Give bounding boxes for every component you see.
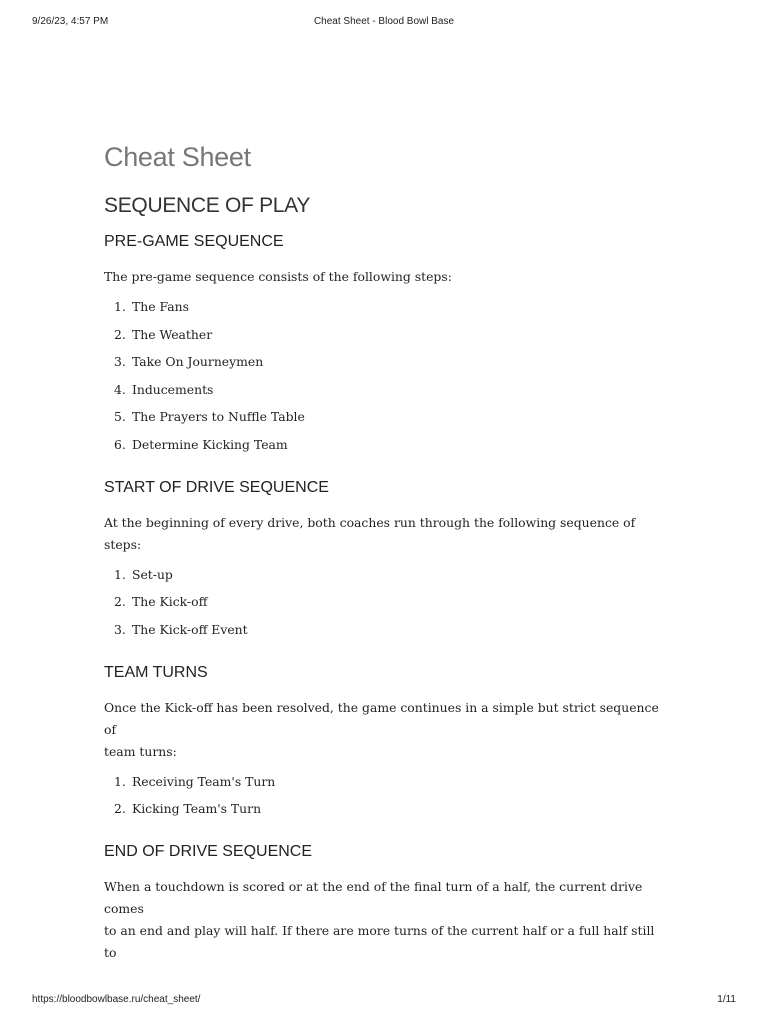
list-item: 2. Kicking Team's Turn — [114, 801, 262, 816]
team-turns-section — [104, 662, 664, 820]
end-drive-intro-line2: to an end and play will half. If there are more turns of the current half or a full half still to — [104, 923, 655, 960]
end-drive-intro — [104, 876, 664, 964]
list-item: 6. Determine Kicking Team — [114, 436, 288, 452]
pregame-heading: PRE-GAME SEQUENCE — [104, 233, 284, 250]
list-item: 1. Set-up — [114, 566, 173, 582]
list-item: 4. Inducements — [114, 381, 214, 397]
end-drive-heading: END OF DRIVE SEQUENCE — [104, 843, 313, 860]
list-item: 3. The Kick-off Event — [114, 621, 248, 637]
end-drive-section — [104, 841, 664, 964]
print-page-title: Cheat Sheet - Blood Bowl Base — [313, 16, 455, 27]
start-drive-intro: At the beginning of every drive, both coaches run through the following sequence of steps: — [104, 514, 636, 552]
pregame-list — [104, 297, 664, 455]
list-item: 2. The Weather — [114, 326, 213, 342]
list-item: 3. Take On Journeymen — [114, 354, 264, 369]
list-item: 1. Receiving Team's Turn — [114, 773, 276, 789]
pregame-intro: The pre-game sequence consists of the following steps: — [104, 269, 452, 284]
print-footer — [0, 994, 768, 1008]
team-turns-intro-line1: Once the Kick-off has been resolved, the game continues in a simple but strict sequence of — [104, 699, 659, 737]
print-header — [0, 16, 768, 30]
print-url: https://bloodbowlbase.ru/cheat_sheet/ — [32, 994, 201, 1005]
print-datetime: 9/26/23, 4:57 PM — [32, 16, 109, 27]
team-turns-heading: TEAM TURNS — [104, 663, 208, 681]
list-item: 5. The Prayers to Nuffle Table — [114, 409, 305, 424]
team-turns-intro-line2: team turns: — [104, 743, 177, 759]
main-content — [104, 140, 664, 964]
page-title: Cheat Sheet — [104, 142, 251, 172]
start-drive-list — [104, 565, 664, 640]
pregame-section — [104, 231, 664, 455]
start-drive-heading: START OF DRIVE SEQUENCE — [104, 478, 329, 496]
team-turns-list — [104, 772, 664, 820]
list-item: 2. The Kick-off — [114, 594, 208, 609]
sequence-of-play-heading: SEQUENCE OF PLAY — [104, 194, 311, 217]
end-drive-intro-line1: When a touchdown is scored or at the end of the final turn of a half, the current drive comes — [104, 879, 643, 916]
list-item: 1. The Fans — [114, 299, 189, 314]
print-page-number: 1/11 — [717, 994, 736, 1005]
start-drive-section — [104, 477, 664, 640]
team-turns-intro — [104, 697, 664, 763]
